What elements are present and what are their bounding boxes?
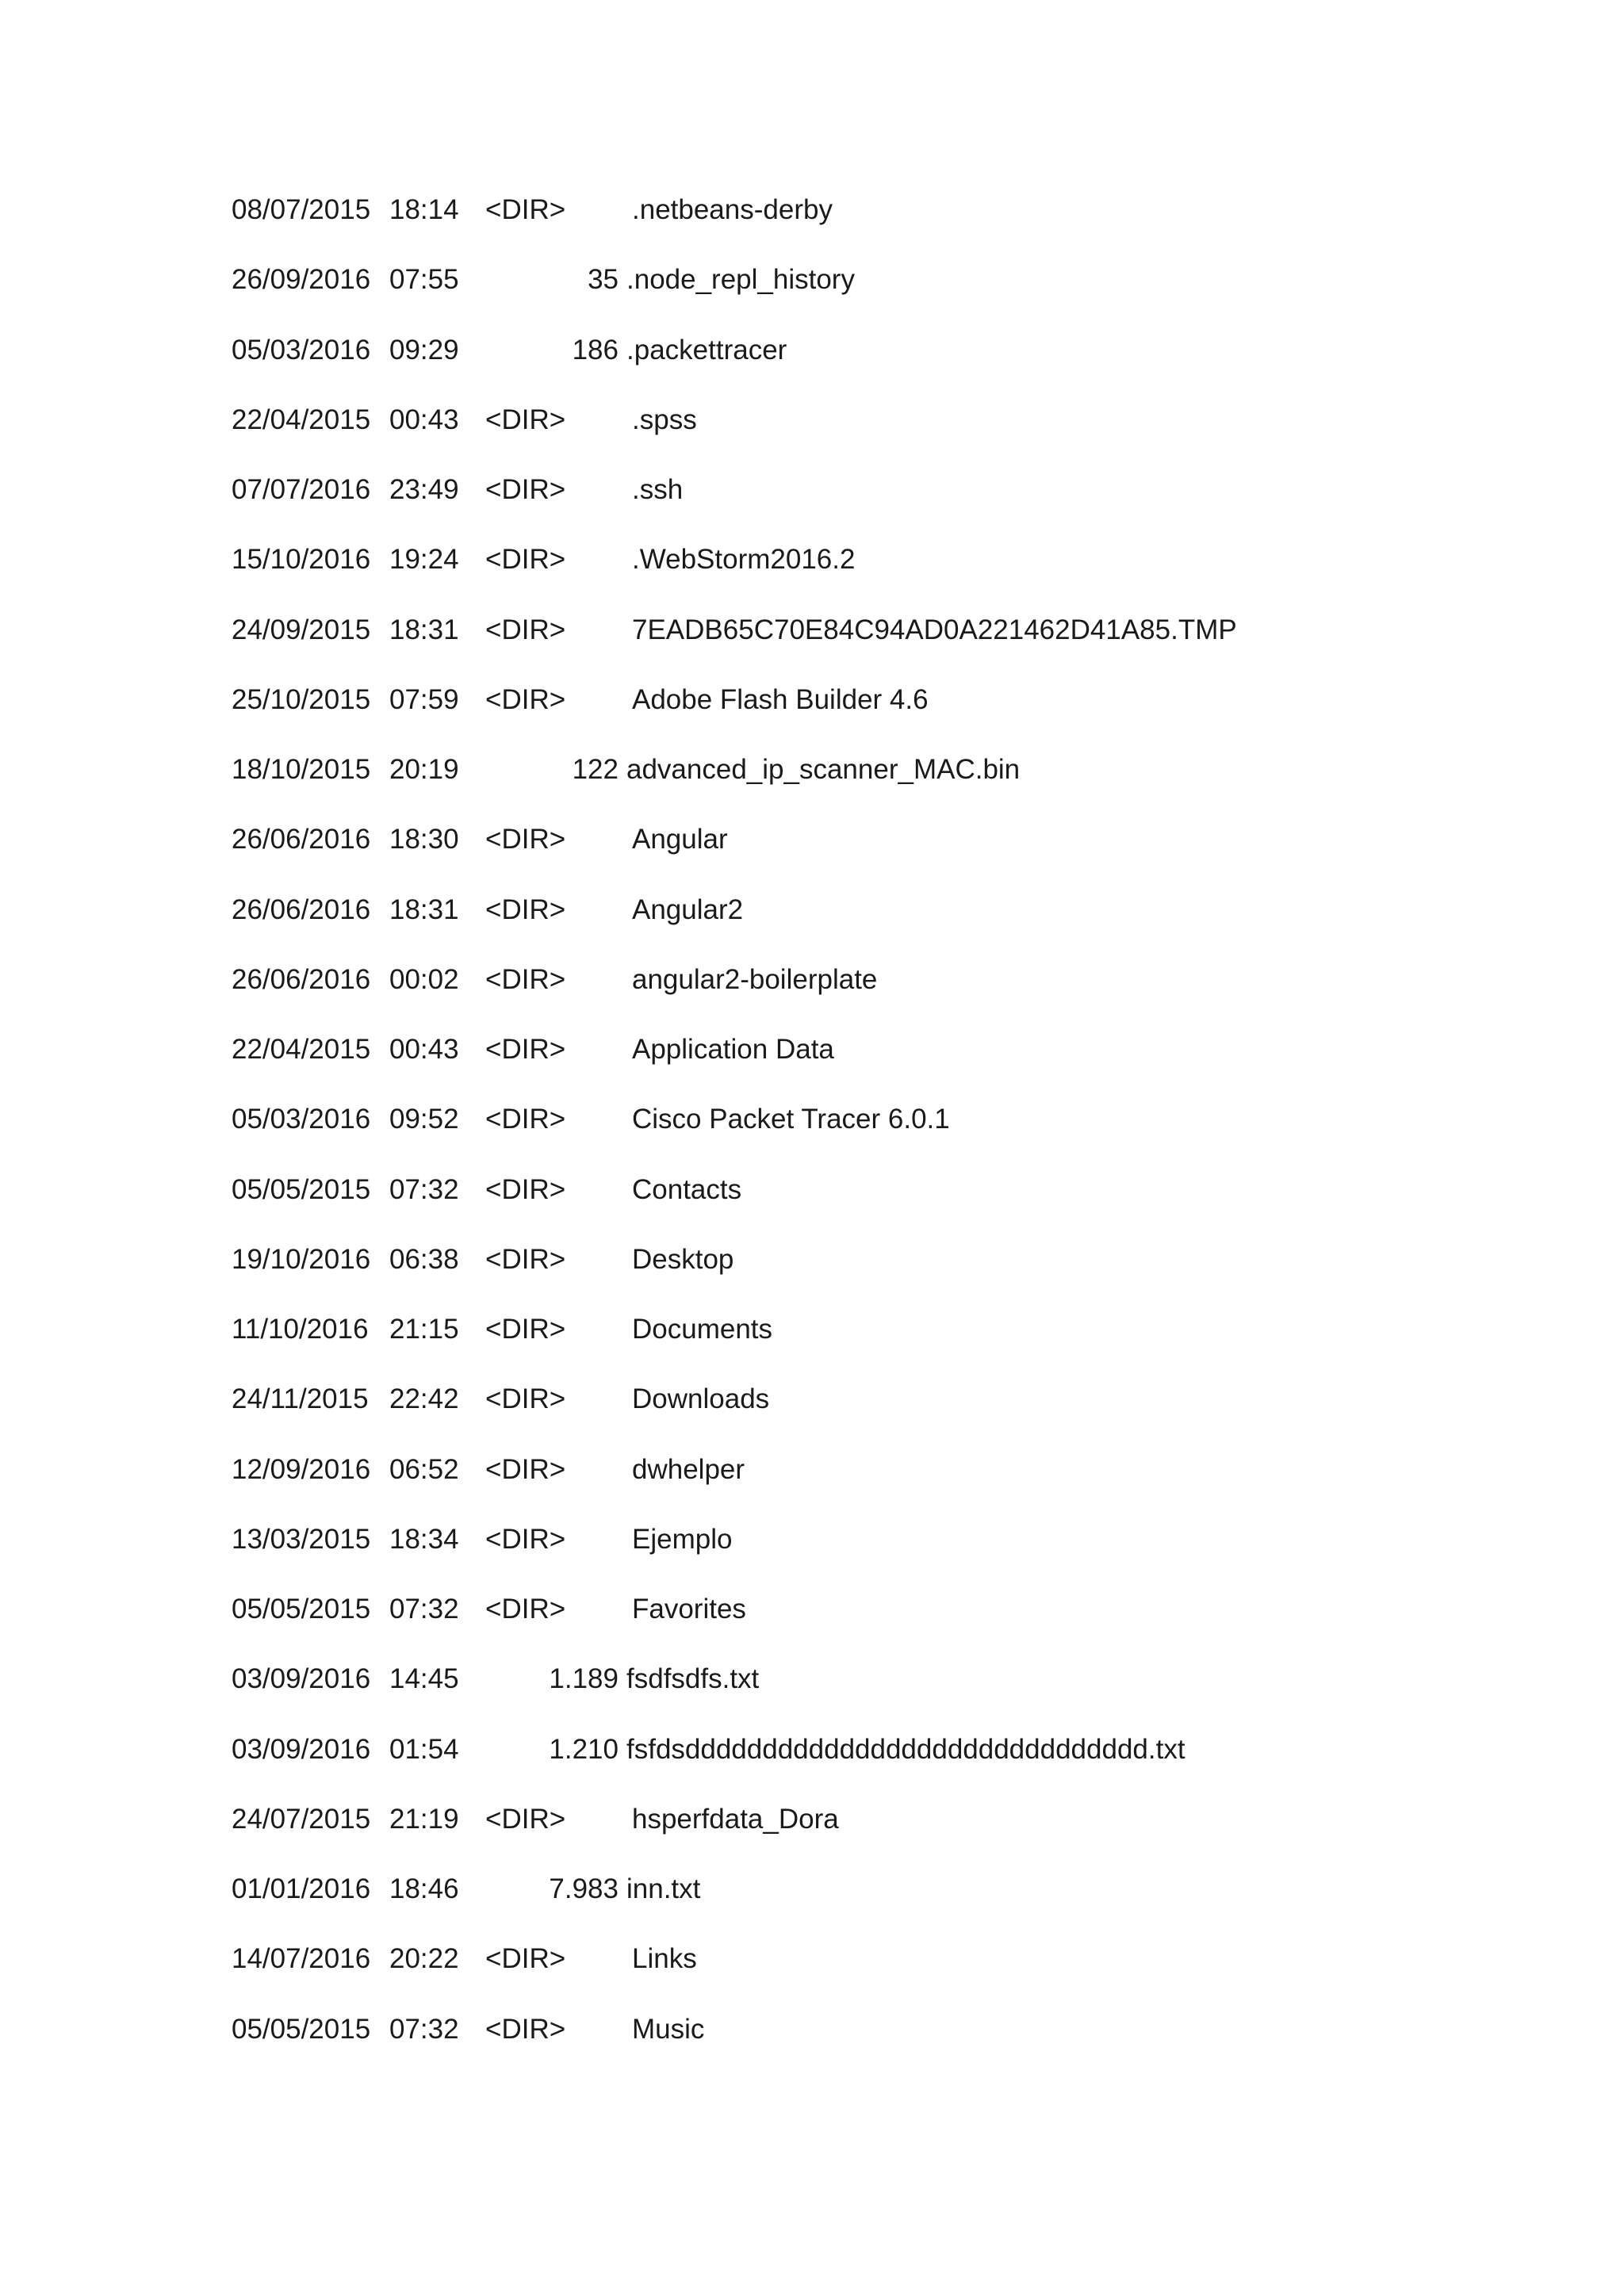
entry-dir-marker: <DIR> — [485, 1173, 566, 1205]
entry-time: 14:45 — [389, 1663, 459, 1695]
listing-row — [0, 1376, 1624, 1423]
entry-name: .WebStorm2016.2 — [632, 544, 856, 576]
entry-dir-marker: <DIR> — [485, 963, 566, 995]
entry-date: 26/06/2016 — [232, 963, 371, 995]
listing-row — [0, 956, 1624, 1004]
entry-time: 00:02 — [389, 963, 459, 995]
entry-name: .netbeans-derby — [632, 194, 833, 225]
listing-row — [0, 1306, 1624, 1353]
entry-name: .ssh — [632, 474, 684, 505]
entry-name: advanced_ip_scanner_MAC.bin — [626, 754, 1021, 785]
entry-size: 1.189 — [549, 1663, 619, 1695]
entry-name: .packettracer — [626, 334, 787, 365]
entry-time: 21:15 — [389, 1314, 459, 1345]
entry-name: angular2-boilerplate — [632, 963, 878, 995]
entry-date: 05/05/2015 — [232, 1173, 371, 1205]
entry-name: Contacts — [632, 1173, 742, 1205]
entry-time: 07:32 — [389, 1594, 459, 1624]
listing-row — [0, 1586, 1624, 1633]
entry-name: Application Data — [632, 1034, 834, 1065]
listing-row — [0, 1096, 1624, 1143]
entry-date: 26/06/2016 — [232, 824, 371, 855]
listing-row — [0, 1796, 1624, 1843]
entry-date: 03/09/2016 — [232, 1663, 371, 1695]
entry-date: 26/06/2016 — [232, 894, 371, 925]
entry-date: 26/09/2016 — [232, 264, 371, 296]
entry-dir-marker: <DIR> — [485, 1803, 566, 1835]
entry-time: 20:22 — [389, 1943, 459, 1975]
entry-dir-marker: <DIR> — [485, 1943, 566, 1975]
entry-size: 1.210 — [549, 1733, 619, 1765]
entry-name: Angular2 — [632, 894, 744, 925]
entry-date: 24/11/2015 — [232, 1383, 369, 1415]
entry-date: 25/10/2015 — [232, 683, 371, 715]
entry-dir-marker: <DIR> — [485, 1104, 566, 1135]
listing-row — [0, 396, 1624, 444]
entry-dir-marker: <DIR> — [485, 1523, 566, 1555]
entry-date: 15/10/2016 — [232, 544, 371, 576]
entry-time: 07:32 — [389, 1173, 459, 1205]
entry-dir-marker: <DIR> — [485, 1243, 566, 1275]
entry-time: 07:32 — [389, 2013, 459, 2045]
entry-time: 06:52 — [389, 1453, 459, 1485]
listing-row — [0, 1166, 1624, 1214]
entry-size: 35 — [588, 264, 619, 296]
entry-name: Cisco Packet Tracer 6.0.1 — [632, 1104, 950, 1135]
entry-time: 18:30 — [389, 824, 459, 855]
entry-time: 22:42 — [389, 1383, 459, 1415]
entry-size: 186 — [572, 334, 619, 365]
listing-row — [0, 1516, 1624, 1563]
entry-name: .spss — [632, 404, 697, 435]
entry-size: 122 — [572, 754, 619, 785]
entry-date: 19/10/2016 — [232, 1243, 371, 1275]
entry-time: 18:31 — [389, 614, 459, 645]
entry-date: 07/07/2016 — [232, 474, 371, 505]
listing-row — [0, 186, 1624, 234]
entry-date: 05/05/2015 — [232, 1594, 371, 1624]
entry-date: 12/09/2016 — [232, 1453, 371, 1485]
entry-name: fsdfsdfs.txt — [626, 1663, 760, 1695]
entry-time: 09:52 — [389, 1104, 459, 1135]
entry-name: inn.txt — [626, 1873, 701, 1904]
entry-name: hsperfdata_Dora — [632, 1803, 839, 1835]
entry-date: 13/03/2015 — [232, 1523, 371, 1555]
listing-row — [0, 1026, 1624, 1073]
entry-time: 18:31 — [389, 894, 459, 925]
entry-time: 07:55 — [389, 264, 459, 296]
entry-date: 01/01/2016 — [232, 1873, 371, 1904]
entry-time: 18:14 — [389, 194, 459, 225]
entry-name: Links — [632, 1943, 697, 1975]
entry-date: 24/09/2015 — [232, 614, 371, 645]
entry-time: 06:38 — [389, 1243, 459, 1275]
entry-dir-marker: <DIR> — [485, 824, 566, 855]
entry-name: Angular — [632, 824, 728, 855]
entry-name: Adobe Flash Builder 4.6 — [632, 683, 929, 715]
entry-dir-marker: <DIR> — [485, 1034, 566, 1065]
entry-dir-marker: <DIR> — [485, 1314, 566, 1345]
listing-row — [0, 327, 1624, 374]
entry-name: 7EADB65C70E84C94AD0A221462D41A85.TMP — [632, 614, 1237, 645]
entry-name: Desktop — [632, 1243, 734, 1275]
entry-time: 00:43 — [389, 1034, 459, 1065]
entry-dir-marker: <DIR> — [485, 544, 566, 576]
entry-dir-marker: <DIR> — [485, 683, 566, 715]
entry-date: 11/10/2016 — [232, 1314, 369, 1345]
entry-dir-marker: <DIR> — [485, 404, 566, 435]
listing-row — [0, 1866, 1624, 1913]
entry-date: 03/09/2016 — [232, 1733, 371, 1765]
entry-name: Documents — [632, 1314, 773, 1345]
entry-time: 23:49 — [389, 474, 459, 505]
listing-row — [0, 676, 1624, 724]
listing-row — [0, 1655, 1624, 1703]
listing-row — [0, 536, 1624, 584]
entry-name: dwhelper — [632, 1453, 745, 1485]
entry-date: 05/03/2016 — [232, 334, 371, 365]
entry-dir-marker: <DIR> — [485, 1383, 566, 1415]
entry-dir-marker: <DIR> — [485, 2013, 566, 2045]
listing-row — [0, 466, 1624, 514]
entry-name: Music — [632, 2013, 705, 2045]
listing-row — [0, 886, 1624, 934]
entry-date: 22/04/2015 — [232, 404, 371, 435]
entry-dir-marker: <DIR> — [485, 474, 566, 505]
listing-row — [0, 1726, 1624, 1774]
listing-row — [0, 1446, 1624, 1494]
entry-date: 05/03/2016 — [232, 1104, 371, 1135]
entry-date: 05/05/2015 — [232, 2013, 371, 2045]
entry-time: 21:19 — [389, 1803, 459, 1835]
entry-name: .node_repl_history — [626, 264, 855, 296]
entry-name: Favorites — [632, 1594, 746, 1624]
entry-time: 01:54 — [389, 1733, 459, 1765]
entry-time: 07:59 — [389, 683, 459, 715]
entry-dir-marker: <DIR> — [485, 1594, 566, 1624]
listing-row — [0, 1236, 1624, 1284]
entry-date: 14/07/2016 — [232, 1943, 371, 1975]
listing-row — [0, 607, 1624, 654]
entry-size: 7.983 — [549, 1873, 619, 1904]
listing-row — [0, 746, 1624, 794]
entry-time: 19:24 — [389, 544, 459, 576]
listing-row — [0, 1935, 1624, 1983]
listing-row — [0, 2006, 1624, 2053]
entry-date: 24/07/2015 — [232, 1803, 371, 1835]
listing-row — [0, 816, 1624, 863]
entry-dir-marker: <DIR> — [485, 894, 566, 925]
entry-name: fsfdsdddddddddddddddddddddddddddddd.txt — [626, 1733, 1185, 1765]
entry-date: 22/04/2015 — [232, 1034, 371, 1065]
entry-date: 08/07/2015 — [232, 194, 371, 225]
entry-time: 18:46 — [389, 1873, 459, 1904]
listing-row — [0, 256, 1624, 304]
entry-name: Downloads — [632, 1383, 770, 1415]
entry-dir-marker: <DIR> — [485, 194, 566, 225]
entry-time: 09:29 — [389, 334, 459, 365]
entry-name: Ejemplo — [632, 1523, 733, 1555]
entry-dir-marker: <DIR> — [485, 1453, 566, 1485]
entry-date: 18/10/2015 — [232, 754, 371, 785]
entry-dir-marker: <DIR> — [485, 614, 566, 645]
entry-time: 00:43 — [389, 404, 459, 435]
entry-time: 18:34 — [389, 1523, 459, 1555]
entry-time: 20:19 — [389, 754, 459, 785]
